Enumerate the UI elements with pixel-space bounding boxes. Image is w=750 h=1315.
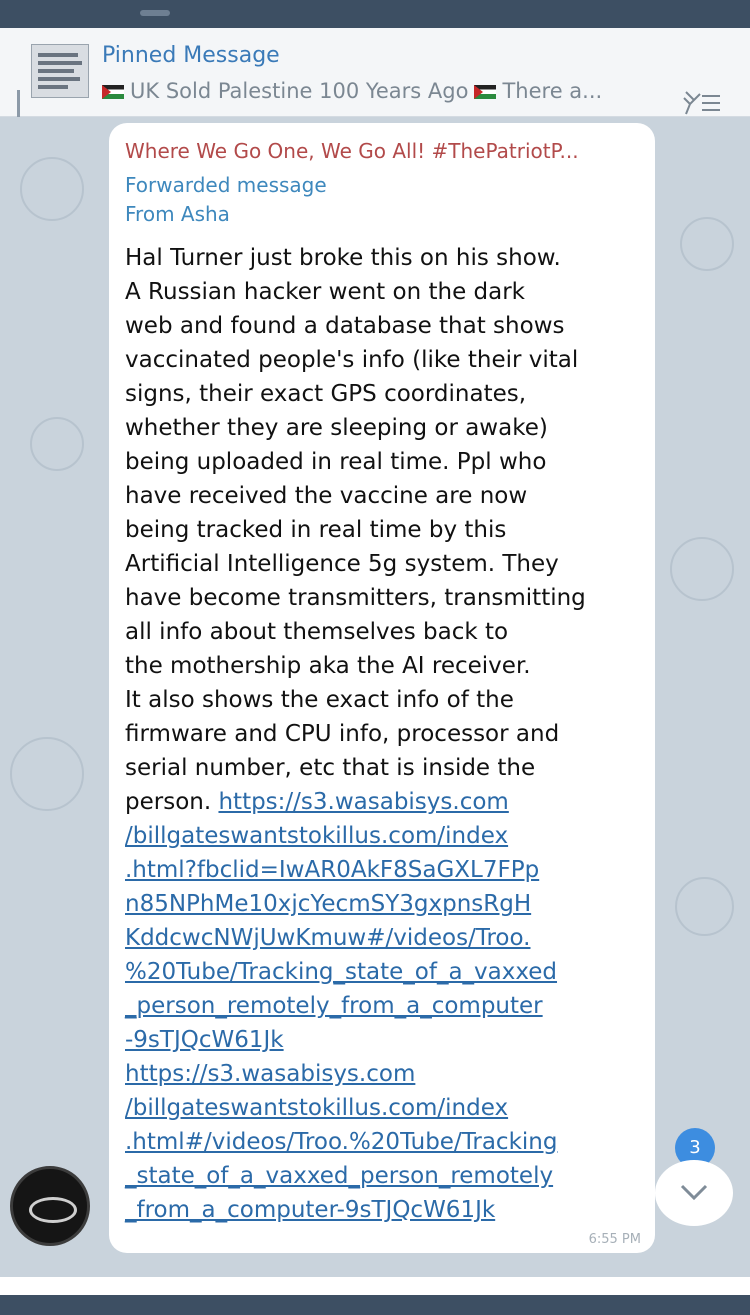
pinned-text-tail: There a... bbox=[502, 79, 603, 103]
status-bar-indicator bbox=[140, 10, 170, 16]
chat-area[interactable] bbox=[0, 117, 750, 1277]
message-link[interactable]: /billgateswantstokillus.com/index bbox=[125, 823, 509, 849]
unread-badge[interactable]: 3 bbox=[675, 1128, 715, 1168]
message-line: web and found a database that shows bbox=[125, 313, 565, 339]
message-link[interactable]: _state_of_a_vaxxed_person_remotely bbox=[125, 1163, 554, 1189]
message-input-bar[interactable] bbox=[0, 1277, 750, 1295]
message-time: 6:55 PM bbox=[588, 1232, 641, 1247]
message-bubble[interactable] bbox=[109, 123, 655, 1253]
message-line bbox=[125, 785, 586, 819]
message-line: Artificial Intelligence 5g system. They bbox=[125, 551, 559, 577]
navigation-bar bbox=[0, 1295, 750, 1315]
pinned-text: UK Sold Palestine 100 Years Ago bbox=[130, 79, 469, 103]
message-link[interactable]: %20Tube/Tracking_state_of_a_vaxxed bbox=[125, 959, 558, 985]
forwarded-label: Forwarded message bbox=[125, 173, 327, 197]
message-link[interactable]: /billgateswantstokillus.com/index bbox=[125, 1095, 509, 1121]
message-line: Hal Turner just broke this on his show. bbox=[125, 245, 561, 271]
message-line: being tracked in real time by this bbox=[125, 517, 507, 543]
message-link[interactable]: KddcwcNWjUwKmuw#/videos/Troo. bbox=[125, 925, 531, 951]
pin-list-icon[interactable] bbox=[680, 88, 724, 116]
avatar-ring-icon bbox=[29, 1197, 77, 1223]
palestine-flag-icon bbox=[102, 85, 124, 99]
message-link[interactable]: https://s3.wasabisys.com bbox=[218, 789, 509, 815]
pinned-message-bar[interactable] bbox=[0, 28, 750, 117]
message-text bbox=[125, 241, 586, 1227]
message-line: have become transmitters, transmitting bbox=[125, 585, 586, 611]
message-link[interactable]: .html#/videos/Troo.%20Tube/Tracking bbox=[125, 1129, 558, 1155]
status-bar bbox=[0, 0, 750, 28]
background-pattern bbox=[30, 417, 84, 471]
channel-avatar[interactable] bbox=[10, 1166, 90, 1246]
scroll-down-button[interactable] bbox=[655, 1160, 733, 1226]
message-line: firmware and CPU info, processor and bbox=[125, 721, 560, 747]
message-link[interactable]: _from_a_computer-9sTJQcW61Jk bbox=[125, 1197, 496, 1223]
background-pattern bbox=[670, 537, 734, 601]
message-line: vaccinated people's info (like their vital bbox=[125, 347, 579, 373]
message-line: the mothership aka the AI receiver. bbox=[125, 653, 531, 679]
message-line: all info about themselves back to bbox=[125, 619, 509, 645]
message-link[interactable]: https://s3.wasabisys.com bbox=[125, 1061, 416, 1087]
pinned-preview bbox=[102, 79, 602, 103]
background-pattern bbox=[10, 737, 84, 811]
background-pattern bbox=[675, 877, 734, 936]
message-link[interactable]: _person_remotely_from_a_computer bbox=[125, 993, 543, 1019]
background-pattern bbox=[680, 217, 734, 271]
palestine-flag-icon bbox=[474, 85, 496, 99]
forwarded-from[interactable]: From Asha bbox=[125, 202, 230, 226]
message-line: being uploaded in real time. Ppl who bbox=[125, 449, 547, 475]
message-line: serial number, etc that is inside the bbox=[125, 755, 536, 781]
message-link[interactable]: .html?fbclid=IwAR0AkF8SaGXL7FPp bbox=[125, 857, 540, 883]
pinned-title: Pinned Message bbox=[102, 43, 280, 68]
message-line: whether they are sleeping or awake) bbox=[125, 415, 548, 441]
message-text-person: person. bbox=[125, 789, 212, 815]
message-line: signs, their exact GPS coordinates, bbox=[125, 381, 527, 407]
message-line: It also shows the exact info of the bbox=[125, 687, 514, 713]
background-pattern bbox=[20, 157, 84, 221]
message-line: A Russian hacker went on the dark bbox=[125, 279, 525, 305]
message-link[interactable]: -9sTJQcW61Jk bbox=[125, 1027, 284, 1053]
message-line: have received the vaccine are now bbox=[125, 483, 528, 509]
message-link[interactable]: n85NPhMe10xjcYecmSY3gxpnsRgH bbox=[125, 891, 532, 917]
chevron-down-icon bbox=[679, 1180, 709, 1204]
pinned-thumbnail bbox=[31, 44, 89, 98]
channel-name[interactable]: Where We Go One, We Go All! #ThePatriotP... bbox=[125, 139, 579, 163]
